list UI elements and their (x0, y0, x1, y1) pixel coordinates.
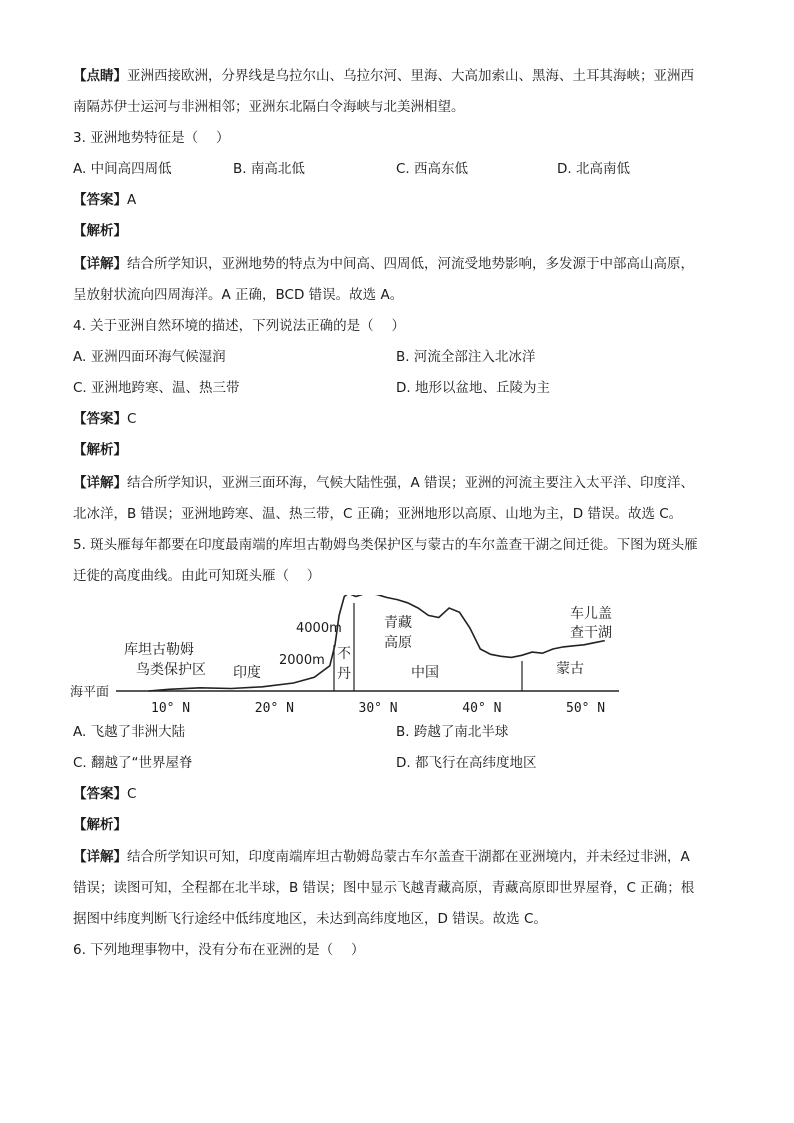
q4-detail-text-1: 结合所学知识，亚洲三面环海，气候大陆性强，A 错误；亚洲的河流主要注入太平洋、印度洋、 (127, 475, 695, 491)
tag-dianjing: 【点睛】 (73, 68, 127, 84)
q5-option-b: B. 跨越了南北半球 (396, 724, 509, 740)
altitude-curve (148, 595, 605, 691)
label-lake-2: 查干湖 (570, 625, 612, 641)
q3-detail-line-1 (73, 254, 694, 274)
q4-option-b: B. 河流全部注入北冰洋 (396, 349, 536, 365)
q4-option-d: D. 地形以盆地、丘陵为主 (396, 380, 550, 396)
q3-answer-value: A (127, 192, 137, 208)
label-bhutan-1: 不 (337, 646, 351, 662)
label-mongolia: 蒙古 (556, 661, 584, 677)
y-label-4000m: 4000m (296, 621, 342, 636)
q4-option-c: C. 亚洲地跨寒、温、热三带 (73, 380, 240, 396)
q3-option-d: D. 北高南低 (557, 161, 630, 177)
tag-answer: 【答案】 (73, 411, 127, 427)
tag-detail: 【详解】 (73, 849, 127, 865)
tag-answer: 【答案】 (73, 786, 127, 802)
q6-stem: 6. 下列地理事物中，没有分布在亚洲的是（ ） (73, 942, 365, 958)
y-label-2000m: 2000m (279, 653, 325, 668)
x-tick-label: 40° N (462, 701, 502, 716)
intro-line-2: 南隔苏伊士运河与非洲相邻；亚洲东北隔白令海峡与北美洲相望。 (73, 99, 465, 115)
intro-text-1: 亚洲西接欧洲，分界线是乌拉尔山、乌拉尔河、里海、大高加索山、黑海、土耳其海峡；亚洲西 (127, 68, 694, 84)
y-label-sea-level: 海平面 (70, 685, 110, 700)
q4-stem: 4. 关于亚洲自然环境的描述，下列说法正确的是（ ） (73, 318, 405, 334)
q5-answer (73, 784, 136, 804)
q3-detail-text-1: 结合所学知识，亚洲地势的特点为中间高、四周低，河流受地势影响，多发源于中部高山高原， (127, 256, 694, 272)
q5-detail-line-2: 错误；读图可知，全程都在北半球，B 错误；图中显示飞越青藏高原，青藏高原即世界屋脊，C 正确；根 (73, 880, 695, 896)
q3-stem: 3. 亚洲地势特征是（ ） (73, 130, 230, 146)
migration-altitude-chart (66, 595, 626, 720)
label-tibet-2: 高原 (384, 635, 412, 651)
q3-option-c: C. 西高东低 (396, 161, 469, 177)
label-china: 中国 (411, 665, 439, 681)
q5-answer-value: C (127, 786, 137, 802)
q4-answer (73, 409, 136, 429)
label-tibet-1: 青藏 (384, 615, 412, 631)
q3-analysis-tag: 【解析】 (73, 223, 127, 239)
q3-option-b: B. 南高北低 (233, 161, 305, 177)
q5-option-a: A. 飞越了非洲大陆 (73, 724, 186, 740)
x-tick-label: 20° N (254, 701, 294, 716)
label-bhutan-2: 丹 (337, 666, 351, 682)
q3-detail-line-2: 呈放射状流向四周海洋。A 正确，BCD 错误。故选 A。 (73, 287, 404, 303)
q4-detail-line-2: 北冰洋，B 错误；亚洲地跨寒、温、热三带，C 正确；亚洲地形以高原、山地为主，D 错误。故选 C。 (73, 506, 683, 522)
x-tick-label: 30° N (358, 701, 398, 716)
tag-detail: 【详解】 (73, 475, 127, 491)
q5-detail-text-1: 结合所学知识可知，印度南端库坦古勒姆岛蒙古车尔盖查干湖都在亚洲境内，并未经过非洲，A (127, 849, 690, 865)
x-tick-label: 10° N (151, 701, 191, 716)
q5-detail-line-3: 据图中纬度判断飞行途经中低纬度地区，未达到高纬度地区，D 错误。故选 C。 (73, 911, 547, 927)
q3-answer (73, 190, 136, 210)
q5-option-c: C. 翻越了“世界屋脊 (73, 755, 193, 771)
intro-line-1 (73, 66, 694, 86)
q4-answer-value: C (127, 411, 137, 427)
q4-analysis-tag: 【解析】 (73, 442, 127, 458)
label-kutan-2: 鸟类保护区 (136, 662, 206, 678)
x-tick-label: 50° N (566, 701, 606, 716)
q5-stem-line-2: 迁徙的高度曲线。由此可知斑头雁（ ） (73, 568, 321, 584)
q5-stem-line-1: 5. 斑头雁每年都要在印度最南端的库坦古勒姆鸟类保护区与蒙古的车尔盖查干湖之间迁徙。下图为斑头雁 (73, 537, 698, 553)
x-axis-ticks (151, 701, 605, 716)
label-india: 印度 (233, 665, 261, 681)
q4-option-a: A. 亚洲四面环海气候湿润 (73, 349, 226, 365)
label-kutan-1: 库坦古勒姆 (124, 642, 194, 658)
tag-detail: 【详解】 (73, 256, 127, 272)
q5-analysis-tag: 【解析】 (73, 817, 127, 833)
q3-option-a: A. 中间高四周低 (73, 161, 172, 177)
label-lake-1: 车儿盖 (570, 606, 612, 622)
tag-answer: 【答案】 (73, 192, 127, 208)
q5-option-d: D. 都飞行在高纬度地区 (396, 755, 537, 771)
q5-detail-line-1 (73, 847, 690, 867)
q4-detail-line-1 (73, 473, 694, 493)
